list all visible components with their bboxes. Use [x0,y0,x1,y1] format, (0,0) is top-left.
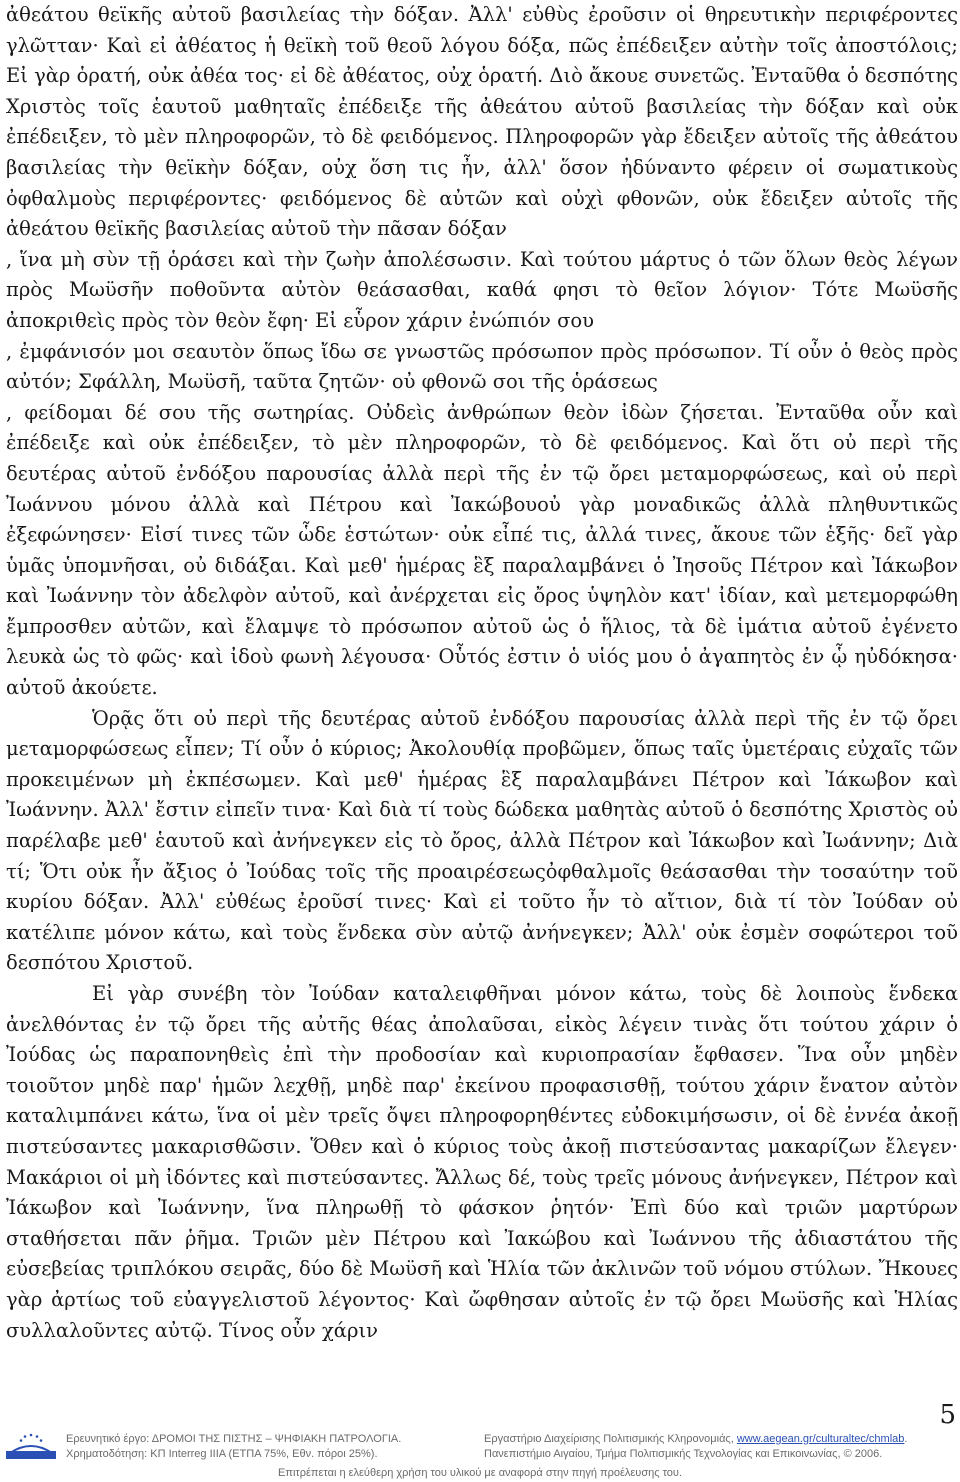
paragraph-1: ἀθεάτου θεϊκῆς αὐτοῦ βασιλείας τὴν δόξαν. Ἀλλ' εὐθὺς ἐροῦσιν οἱ θηρευτικὴν περιφέροντες γλῶτταν· Καὶ εἰ ἀθέατος ἡ θεϊκὴ τοῦ θεοῦ λόγου δόξα, πῶς ἐπέδειξεν αὐτὴν τοῖς ἀποστόλοις; Εἰ γὰρ ὁρατή, οὐκ ἀθέα τος· εἰ δὲ ἀθέατος, οὐχ ὁρατή. Διὸ ἄκουε συνετῶς. Ἐνταῦθα ὁ δεσπότης Χριστὸς τοῖς ἑαυτοῦ μαθηταῖς ἐπέδειξε τῆς ἀθεάτου αὐτοῦ βασιλείας τὴν δόξαν καὶ οὐκ ἐπέδειξεν, τὸ μὲν πληροφορῶν, τὸ δὲ φειδόμενος. Πληροφορῶν γὰρ ἔδειξεν αὐτοῖς τῆς ἀθεάτου βασιλείας τὴν θεϊκὴν δόξαν, οὐχ ὅση τις ἦν, ἀλλ' ὅσον ἠδύναντο φέρειν οἱ σωματικοὺς ὀφθαλμοὺς περιφέροντες· φειδόμενος δὲ αὐτῶν καὶ οὐχὶ φθονῶν, οὐκ ἔδειξεν αὐτοῖς τῆς ἀθεάτου θεϊκῆς βασιλείας αὐτοῦ τὴν πᾶσαν δόξαν [6,3,958,241]
paragraph-2: , ἵνα μὴ σὺν τῇ ὁράσει καὶ τὴν ζωὴν ἀπολέσωσιν. Καὶ τούτου μάρτυς ὁ τῶν ὅλων θεὸς λέγων πρὸς Μωϋσῆν ποθοῦντα αὐτὸν θεάσασθαι, καθά φησι τὸ θεῖον λόγιον· Τότε Μωϋσῆς ἀποκριθεὶς πρὸς τὸν θεὸν ἔφη· Εἰ εὗρον χάριν ἐνώπιόν σου [6,247,958,332]
footer-lab-name: Εργαστήριο Διαχείρισης Πολιτισμικής Κληρονομιάς, [484,1433,737,1445]
body-text [6,0,958,1346]
footer-lab-suffix: . [904,1433,908,1445]
footer [0,1425,960,1482]
page-number: 5 [939,1400,956,1430]
footer-funding-line: Χρηματοδότηση: ΚΠ Interreg IIIA (ΕΤΠΑ 75%, Εθν. πόροι 25%). [66,1448,378,1460]
footer-project-info [66,1432,426,1462]
footer-project-line: Ερευνητικό έργο: ΔΡΟΜΟΙ ΤΗΣ ΠΙΣΤΗΣ – ΨΗΦΙΑΚΗ ΠΑΤΡΟΛΟΓΙΑ. [66,1433,402,1445]
footer-lab-info [484,1432,934,1462]
footer-university-line: Πανεπιστήμιο Αιγαίου, Τμήμα Πολιτισμικής Τεχνολογίας και Επικοινωνίας, © 2006. [484,1448,883,1460]
paragraph-6: Εἰ γὰρ συνέβη τὸν Ἰούδαν καταλειφθῆναι μόνον κάτω, τοὺς δὲ λοιποὺς ἕνδεκα ἀνελθόντας ἐν τῷ ὄρει τῆς αὐτῆς θέας ἀπολαῦσαι, εἰκὸς λέγειν τινὰς ὅτι τούτου χάριν ὁ Ἰούδας ὡς παραπονηθεὶς ἐπὶ τὴν προδοσίαν καὶ κυριοπρασίαν ἔφθασεν. Ἵνα οὖν μηδὲν τοιοῦτον μηδὲ παρ' ἡμῶν λεχθῇ, μηδὲ παρ' ἐκείνου προφασισθῇ, τούτου χάριν ἔνατον αὐτὸν καταλιμπάνει κάτω, ἵνα οἱ μὲν τρεῖς ὄψει πληροφορηθέντες εὐδοκιμήσωσιν, οἱ δὲ ἐννέα ἀκοῇ πιστεύσαντες μακαρισθῶσιν. Ὅθεν καὶ ὁ κύριος τοὺς ἀκοῇ πιστεύσαντας μακαρίζων ἔλεγεν· Μακάριοι οἱ μὴ ἰδόντες καὶ πιστεύσαντες. Ἄλλως δέ, τοὺς τρεῖς μόνους ἀνήνεγκεν, Πέτρον καὶ Ἰάκωβον καὶ Ἰωάννην, ἵνα πληρωθῇ τὸ φάσκον ῥητόν· Ἐπὶ δύο καὶ τριῶν μαρτύρων σταθήσεται πᾶν ῥῆμα. Τριῶν μὲν Πέτρου καὶ Ἰακώβου καὶ Ἰωάννου τῆς ἀδιαστάτου τῆς εὐσεβείας τριπλόκου σειρᾶς, δύο δὲ Μωϋσῆ καὶ Ἡλία τῶν ἀκλινῶν τοῦ νόμου στύλων. Ἤκουες γὰρ ἀρτίως τοῦ εὐαγγελιστοῦ λέγοντος· Καὶ ὤφθησαν αὐτοῖς ἐν τῷ ὄρει Μωϋσῆς καὶ Ἡλίας συλλαλοῦντες αὐτῷ. Τίνος οὖν χάριν [6,982,958,1342]
footer-lab-link[interactable]: www.aegean.gr/culturaltec/chmlab [736,1433,905,1445]
footer-lab-line [484,1432,934,1447]
paragraph-3: , ἐμφάνισόν μοι σεαυτὸν ὅπως ἴδω σε γνωστῶς πρόσωπον πρὸς πρόσωπον. Τί οὖν ὁ θεὸς πρὸς αὐτόν; Σφάλλη, Μωϋσῆ, ταῦτα ζητῶν· οὐ φθονῶ σοι τῆς ὁράσεως [6,339,958,394]
footer-license-line: Επιτρέπεται η ελεύθερη χρήση του υλικού με αναφορά στην πηγή προέλευσης του. [278,1467,682,1479]
paragraph-4: , φείδομαι δέ σου τῆς σωτηρίας. Οὐδεὶς ἀνθρώπων θεὸν ἰδὼν ζήσεται. Ἐνταῦθα οὖν καὶ ἐπέδειξε καὶ οὐκ ἐπέδειξεν, τὸ μὲν πληροφορῶν, τὸ δὲ φειδόμενος. Καὶ ὅτι οὐ περὶ τῆς δευτέρας αὐτοῦ ἐνδόξου παρουσίας ἀλλὰ περὶ τῆς ἐν τῷ ὄρει μεταμορφώσεως, καὶ οὐ περὶ Ἰωάννου μόνου ἀλλὰ καὶ Πέτρου καὶ Ἰακώβουοὐ γὰρ μοναδικῶς ἀλλὰ πληθυντικῶς ἐξεφώνησεν· Εἰσί τινες τῶν ὧδε ἑστώτων· οὐκ εἶπέ τις, ἀλλά τινες, ἄκουε τῶν ἑξῆς· δεῖ γὰρ ὑμᾶς ὑπομνῆσαι, οὐ διδάξαι. Καὶ μεθ' ἡμέρας ἓξ παραλαμβάνει ὁ Ἰησοῦς Πέτρον καὶ Ἰάκωβον καὶ Ἰωάννην τὸν ἀδελφὸν αὐτοῦ, καὶ ἀνέρχεται εἰς ὄρος ὑψηλὸν κατ' ἰδίαν, καὶ μετεμορφώθη ἔμπροσθεν αὐτῶν, καὶ ἔλαμψε τὸ πρόσωπον αὐτοῦ ὡς ὁ ἥλιος, τὰ δὲ ἱμάτια αὐτοῦ ἐγένετο λευκὰ ὡς τὸ φῶς· καὶ ἰδοὺ φωνὴ λέγουσα· Οὗτός ἐστιν ὁ υἱός μου ὁ ἀγαπητὸς ἐν ᾧ ηὐδόκησα· αὐτοῦ ἀκούετε. [6,400,958,700]
interreg-logo-icon [4,1431,58,1461]
paragraph-5: Ὁρᾷς ὅτι οὐ περὶ τῆς δευτέρας αὐτοῦ ἐνδόξου παρουσίας ἀλλὰ περὶ τῆς ἐν τῷ ὄρει μεταμορφώσεως εἶπεν; Τί οὖν ὁ κύριος; Ἀκολουθίᾳ προβῶμεν, ὅπως ταῖς ὑμετέραις εὐχαῖς τῶν προκειμένων μὴ ἐκπέσωμεν. Καὶ μεθ' ἡμέρας ἓξ παραλαμβάνει Πέτρον καὶ Ἰάκωβον καὶ Ἰωάννην. Ἀλλ' ἔστιν εἰπεῖν τινα· Καὶ διὰ τί τοὺς δώδεκα μαθητὰς αὐτοῦ ὁ δεσπότης Χριστὸς οὐ παρέλαβε μεθ' ἑαυτοῦ καὶ ἀνήνεγκεν εἰς τὸ ὄρος, ἀλλὰ Πέτρον καὶ Ἰάκωβον καὶ Ἰωάννην; Διὰ τί; Ὅτι οὐκ ἦν ἄξιος ὁ Ἰούδας τοῖς τῆς προαιρέσεωςὀφθαλμοῖς θεάσασθαι τὴν τοσαύτην τοῦ κυρίου δόξαν. Ἀλλ' εὐθέως ἐροῦσί τινες· Καὶ εἰ τοῦτο ἦν τὸ αἴτιον, διὰ τί τὸν Ἰούδαν οὐ κατέλιπε μόνον κάτω, καὶ τοὺς ἕνδεκα σὺν αὐτῷ ἀνήνεγκεν; Ἀλλ' οὐκ ἐσμὲν σοφώτεροι τοῦ δεσπότου Χριστοῦ. [6,706,958,975]
